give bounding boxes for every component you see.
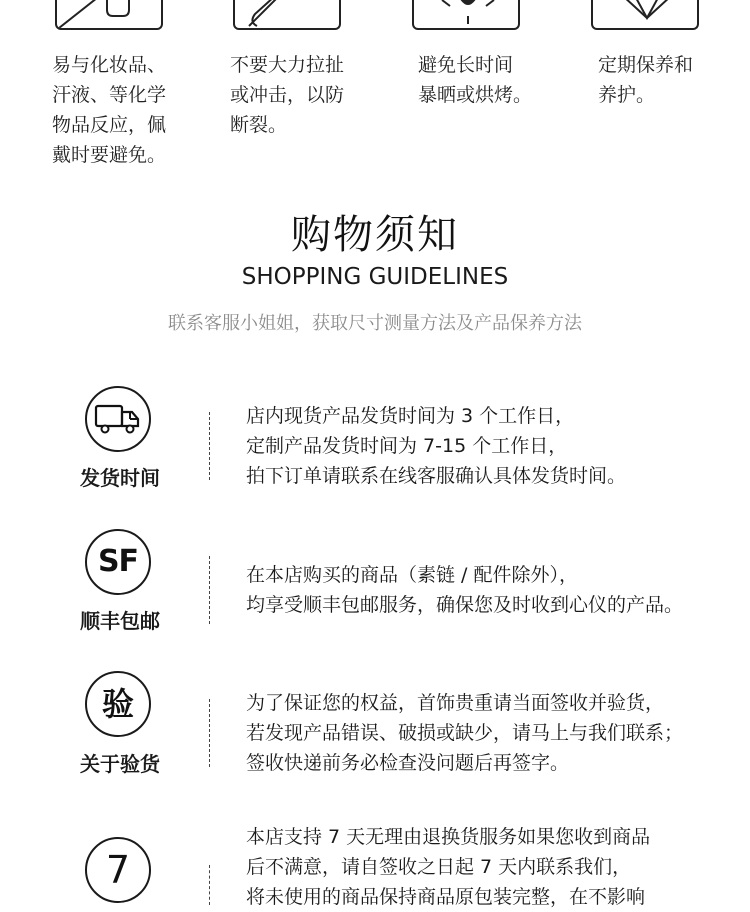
guideline-label-shipping: 发货时间 <box>80 466 160 490</box>
section-note: 联系客服小姐姐，获取尺寸测量方法及产品保养方法 <box>168 313 582 334</box>
seven-day-return-icon <box>85 837 151 903</box>
guideline-text-sf: 在本店购买的商品（素链 / 配件除外）， 均享受顺丰包邮服务，确保您及时收到心仪的产品。 <box>246 564 684 616</box>
cosmetic-bottle-icon <box>55 0 163 30</box>
delivery-truck-icon <box>85 386 151 452</box>
dashed-divider <box>209 865 210 905</box>
seven-icon-glyph: 7 <box>105 848 131 892</box>
guideline-label-sf: 顺丰包邮 <box>80 609 160 633</box>
care-tip-text-4: 定期保养和 养护。 <box>598 54 694 106</box>
inspection-icon-glyph: 验 <box>101 685 134 723</box>
sun-exposure-icon <box>412 0 520 30</box>
dashed-divider <box>209 699 210 767</box>
guideline-text-inspection: 为了保证您的权益，首饰贵重请当面签收并验货， 若发现产品错误、破损或缺少，请马上与我们联系； 签收快递前务必检查没问题后再签字。 <box>246 692 684 774</box>
inspection-icon <box>85 671 151 737</box>
guideline-text-return: 本店支持 7 天无理由退换货服务如果您收到商品 后不满意，请自签收之日起 7 天内联系我们， 将未使用的商品保持商品原包装完整，在不影响 <box>246 826 651 908</box>
sf-icon-glyph: SF <box>97 544 139 579</box>
dashed-divider <box>209 412 210 480</box>
care-tip-text-2: 不要大力拉扯 或冲击，以防 断裂。 <box>230 54 345 136</box>
care-tip-text-3: 避免长时间 暴晒或烘烤。 <box>418 54 533 106</box>
dashed-divider <box>209 556 210 624</box>
care-tip-text-1: 易与化妆品、 汗液、等化学 物品反应，佩 戴时要避免。 <box>52 54 167 166</box>
guideline-label-inspection: 关于验货 <box>80 752 160 776</box>
guideline-text-shipping: 店内现货产品发货时间为 3 个工作日， 定制产品发货时间为 7-15 个工作日， 拍下订单请联系在线客服确认具体发货时间。 <box>246 405 627 487</box>
diamond-care-icon <box>591 0 699 30</box>
section-subtitle: SHOPPING GUIDELINES <box>241 264 509 290</box>
sf-express-icon <box>85 529 151 595</box>
pull-hook-icon <box>233 0 341 30</box>
section-title: 购物须知 <box>291 212 459 258</box>
